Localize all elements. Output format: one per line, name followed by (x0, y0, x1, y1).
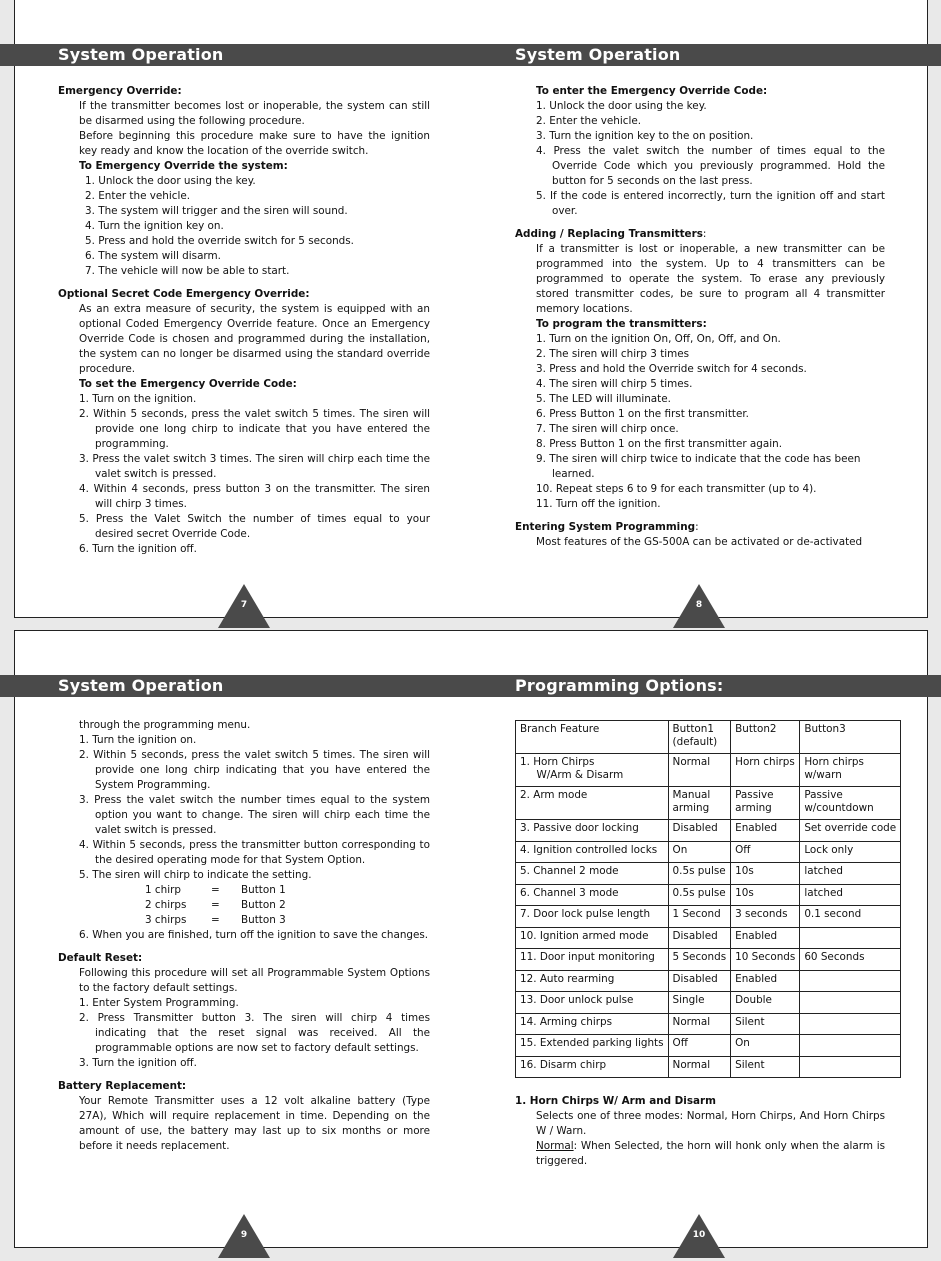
chirp-button: Button 3 (241, 914, 286, 926)
chirp-button: Button 1 (241, 884, 286, 896)
page-number-10: 10 (692, 1230, 706, 1240)
table-cell: 5 Seconds (668, 949, 731, 971)
table-cell: On (731, 1035, 800, 1057)
table-row (516, 927, 901, 949)
chirp-count: 1 chirp (145, 884, 181, 896)
table-cell: 0.5s pulse (668, 863, 731, 885)
table-row (516, 841, 901, 863)
table-cell: Single (668, 992, 731, 1014)
page10-notes (515, 1094, 885, 1169)
adding-subhead: To program the transmitters: (536, 318, 707, 330)
table-cell: 12. Auto rearming (516, 970, 669, 992)
table-cell: Normal (668, 754, 731, 787)
table-cell: 4. Ignition controlled locks (516, 841, 669, 863)
table-row (516, 1035, 901, 1057)
page10-header: Programming Options: (515, 676, 724, 695)
horn-chirps-para: Selects one of three modes: Normal, Horn Chirps, And Horn Chirps W / Warn. (536, 1110, 885, 1137)
table-cell: Silent (731, 1013, 800, 1035)
programming-steps (58, 733, 430, 943)
page-number-7: 7 (240, 600, 248, 610)
table-cell: 5. Channel 2 mode (516, 863, 669, 885)
table-cell: 0.5s pulse (668, 884, 731, 906)
list-item: 5. Press the Valet Switch the number of times equal to your desired secret Override Code. (79, 513, 430, 540)
table-cell: 0.1 second (800, 906, 901, 928)
list-item: 6. Press Button 1 on the first transmitter. (536, 408, 749, 420)
equals-sign: = (211, 914, 220, 926)
table-cell: Passive w/countdown (800, 787, 901, 820)
table-cell: Disabled (668, 927, 731, 949)
normal-label: Normal (536, 1140, 574, 1152)
table-cell: 1. Horn Chirps W/Arm & Disarm (516, 754, 669, 787)
table-cell: Enabled (731, 820, 800, 842)
default-reset-title: Default Reset: (58, 952, 143, 964)
list-item: 5. If the code is entered incorrectly, turn the ignition off and start over. (536, 190, 885, 217)
table-cell: Enabled (731, 970, 800, 992)
table-cell: Manual arming (668, 787, 731, 820)
list-item: 4. The siren will chirp 5 times. (536, 378, 693, 390)
chirp-mapping-row (79, 898, 430, 913)
list-item: 7. The siren will chirp once. (536, 423, 679, 435)
secret-code-title: Optional Secret Code Emergency Override: (58, 288, 310, 300)
chirp-mapping-row (79, 913, 430, 928)
list-item: 4. Press the valet switch the number of times equal to the Override Code which you previously programmed. Hold the button for 5 seconds on the last press. (536, 145, 885, 187)
chirp-count: 2 chirps (145, 899, 187, 911)
table-cell: 10 Seconds (731, 949, 800, 971)
list-item: 1. Turn on the ignition On, Off, On, Off, and On. (536, 333, 781, 345)
table-cell: Horn chirps w/warn (800, 754, 901, 787)
table-cell: Normal (668, 1013, 731, 1035)
table-cell (800, 1035, 901, 1057)
table-cell: 60 Seconds (800, 949, 901, 971)
table-row (516, 754, 901, 787)
equals-sign: = (211, 899, 220, 911)
page8-content (515, 84, 885, 550)
page9-content (58, 718, 430, 1154)
header-bar-bottom (0, 675, 941, 697)
table-header-row (516, 721, 901, 754)
table-row (516, 1056, 901, 1078)
table-row (516, 787, 901, 820)
header-bar-top (0, 44, 941, 66)
list-item: 6. Turn the ignition off. (79, 543, 197, 555)
table-cell (800, 1013, 901, 1035)
entering-para: Most features of the GS-500A can be activated or de-activated (536, 536, 863, 548)
table-cell: Lock only (800, 841, 901, 863)
list-item: 1. Unlock the door using the key. (85, 175, 256, 187)
page-number-8: 8 (695, 600, 703, 610)
horn-chirps-title: 1. Horn Chirps W/ Arm and Disarm (515, 1095, 716, 1107)
table-cell: 15. Extended parking lights (516, 1035, 669, 1057)
table-cell: 10. Ignition armed mode (516, 927, 669, 949)
table-cell: 3. Passive door locking (516, 820, 669, 842)
table-cell: Horn chirps (731, 754, 800, 787)
programming-options-table (515, 720, 901, 1078)
list-item: 2. The siren will chirp 3 times (536, 348, 690, 360)
list-item: 10. Repeat steps 6 to 9 for each transmitter (up to 4). (536, 483, 817, 495)
table-cell (800, 1056, 901, 1078)
list-item: 4. Within 5 seconds, press the transmitter button corresponding to the desired operating mode for that System Option. (79, 839, 430, 866)
list-item: 11. Turn off the ignition. (536, 498, 661, 510)
table-cell: Disabled (668, 820, 731, 842)
chirp-mapping-row (79, 883, 430, 898)
page7-header: System Operation (58, 45, 224, 64)
list-item: 5. Press and hold the override switch for 5 seconds. (85, 235, 354, 247)
adding-title-line (515, 227, 885, 242)
table-cell: Passive arming (731, 787, 800, 820)
list-item: 1. Turn on the ignition. (79, 393, 197, 405)
secret-code-subhead: To set the Emergency Override Code: (79, 378, 297, 390)
chirp-button: Button 2 (241, 899, 286, 911)
default-reset-para: Following this procedure will set all Programmable System Options to the factory default settings. (79, 967, 430, 994)
table-header-cell: Button2 (731, 721, 800, 754)
table-cell: 10s (731, 863, 800, 885)
list-item: 1. Unlock the door using the key. (536, 100, 707, 112)
normal-text: : When Selected, the horn will honk only when the alarm is triggered. (536, 1140, 885, 1167)
list-item: 3. The system will trigger and the siren will sound. (85, 205, 348, 217)
entering-title: Entering System Programming (515, 521, 696, 533)
page9-header: System Operation (58, 676, 224, 695)
adding-steps (515, 332, 885, 512)
adding-title: Adding / Replacing Transmitters (515, 228, 703, 240)
table-cell: 6. Channel 3 mode (516, 884, 669, 906)
table-cell: latched (800, 884, 901, 906)
emergency-override-para2: Before beginning this procedure make sure to have the ignition key ready and know the location of the override switch. (79, 130, 430, 157)
table-cell: Set override code (800, 820, 901, 842)
table-cell: 13. Door unlock pulse (516, 992, 669, 1014)
table-header-cell: Button3 (800, 721, 901, 754)
list-item: 7. The vehicle will now be able to start. (85, 265, 290, 277)
table-row (516, 992, 901, 1014)
equals-sign: = (211, 884, 220, 896)
table-cell: On (668, 841, 731, 863)
entering-colon: : (695, 521, 699, 533)
page-number-9: 9 (240, 1230, 248, 1240)
secret-code-para: As an extra measure of security, the system is equipped with an optional Coded Emergency Override feature. Once an Emergency Override Code is chosen and programmed during the installation, the system can no longer be disarmed using the standard override procedure. (79, 303, 430, 375)
table-cell: Off (731, 841, 800, 863)
list-item: 3. Press the valet switch 3 times. The siren will chirp each time the valet switch is pressed. (79, 453, 430, 480)
table-row (516, 906, 901, 928)
table-header-cell: Button1 (default) (668, 721, 731, 754)
enter-code-subhead: To enter the Emergency Override Code: (536, 85, 768, 97)
table-cell: Double (731, 992, 800, 1014)
list-item: 4. Turn the ignition key on. (85, 220, 224, 232)
table-cell: 14. Arming chirps (516, 1013, 669, 1035)
emergency-override-subhead: To Emergency Override the system: (79, 160, 288, 172)
table-cell: 11. Door input monitoring (516, 949, 669, 971)
table-cell: Enabled (731, 927, 800, 949)
table-cell: Off (668, 1035, 731, 1057)
battery-para: Your Remote Transmitter uses a 12 volt alkaline battery (Type 27A), Which will require replacement in time. Depending on the amount of use, the battery may last up to six months or more before it needs replacement. (79, 1095, 430, 1152)
emergency-override-para1: If the transmitter becomes lost or inoperable, the system can still be disarmed using the following procedure. (79, 100, 430, 127)
battery-title: Battery Replacement: (58, 1080, 187, 1092)
list-item: 8. Press Button 1 on the first transmitter again. (536, 438, 783, 450)
list-item: 2. Within 5 seconds, press the valet switch 5 times. The siren will provide one long chirp to indicate that you have entered the programming. (79, 408, 430, 450)
list-item: 3. Press the valet switch the number times equal to the system option you want to change. The siren will chirp each time the valet switch is pressed. (79, 794, 430, 836)
table-cell: 1 Second (668, 906, 731, 928)
table-cell: Disabled (668, 970, 731, 992)
secret-code-steps (58, 392, 430, 557)
list-item: 5. The siren will chirp to indicate the setting. (79, 869, 312, 881)
adding-colon: : (702, 228, 707, 240)
list-item: 6. The system will disarm. (85, 250, 221, 262)
emergency-override-title: Emergency Override: (58, 85, 182, 97)
table-cell: latched (800, 863, 901, 885)
page8-header: System Operation (515, 45, 681, 64)
table-cell: 2. Arm mode (516, 787, 669, 820)
entering-title-line (515, 520, 885, 535)
list-item: 5. The LED will illuminate. (536, 393, 671, 405)
table-cell: 3 seconds (731, 906, 800, 928)
adding-para: If a transmitter is lost or inoperable, a new transmitter can be programmed into the system. Up to 4 transmitters can be programmed to operate the system. To erase any previously stored transmitter codes, be sure to program all 4 transmitter memory locations. (536, 243, 885, 315)
list-item: 6. When you are finished, turn off the ignition to save the changes. (79, 929, 429, 941)
table-cell: 16. Disarm chirp (516, 1056, 669, 1078)
continuation-line: through the programming menu. (79, 719, 251, 731)
list-item: 3. Turn the ignition off. (79, 1057, 197, 1069)
table-cell: Silent (731, 1056, 800, 1078)
programming-options-table-wrap (515, 720, 901, 1078)
chirp-count: 3 chirps (145, 914, 187, 926)
table-row (516, 970, 901, 992)
list-item: 1. Enter System Programming. (79, 997, 239, 1009)
list-item: 2. Enter the vehicle. (85, 190, 191, 202)
list-item: 2. Within 5 seconds, press the valet switch 5 times. The siren will provide one long chirp indicating that you have entered the System Programming. (79, 749, 430, 791)
table-row (516, 863, 901, 885)
list-item: 3. Press and hold the Override switch for 4 seconds. (536, 363, 807, 375)
table-row (516, 949, 901, 971)
table-row (516, 884, 901, 906)
table-cell (800, 992, 901, 1014)
horn-normal-para (515, 1139, 885, 1169)
table-cell (800, 927, 901, 949)
list-item: 9. The siren will chirp twice to indicate that the code has been learned. (536, 453, 861, 480)
list-item: 3. Turn the ignition key to the on position. (536, 130, 754, 142)
enter-code-steps (515, 99, 885, 219)
list-item: 2. Enter the vehicle. (536, 115, 642, 127)
table-header-cell: Branch Feature (516, 721, 669, 754)
list-item: 2. Press Transmitter button 3. The siren will chirp 4 times indicating that the reset signal was received. All the programmable options are now set to factory default settings. (79, 1012, 430, 1054)
default-reset-steps (58, 996, 430, 1071)
table-row (516, 1013, 901, 1035)
list-item: 4. Within 4 seconds, press button 3 on the transmitter. The siren will chirp 3 times. (79, 483, 430, 510)
emergency-override-steps (58, 174, 430, 279)
table-row (516, 820, 901, 842)
list-item: 1. Turn the ignition on. (79, 734, 197, 746)
table-cell (800, 970, 901, 992)
page7-content (58, 84, 430, 557)
table-cell: 10s (731, 884, 800, 906)
table-cell: 7. Door lock pulse length (516, 906, 669, 928)
table-cell: Normal (668, 1056, 731, 1078)
